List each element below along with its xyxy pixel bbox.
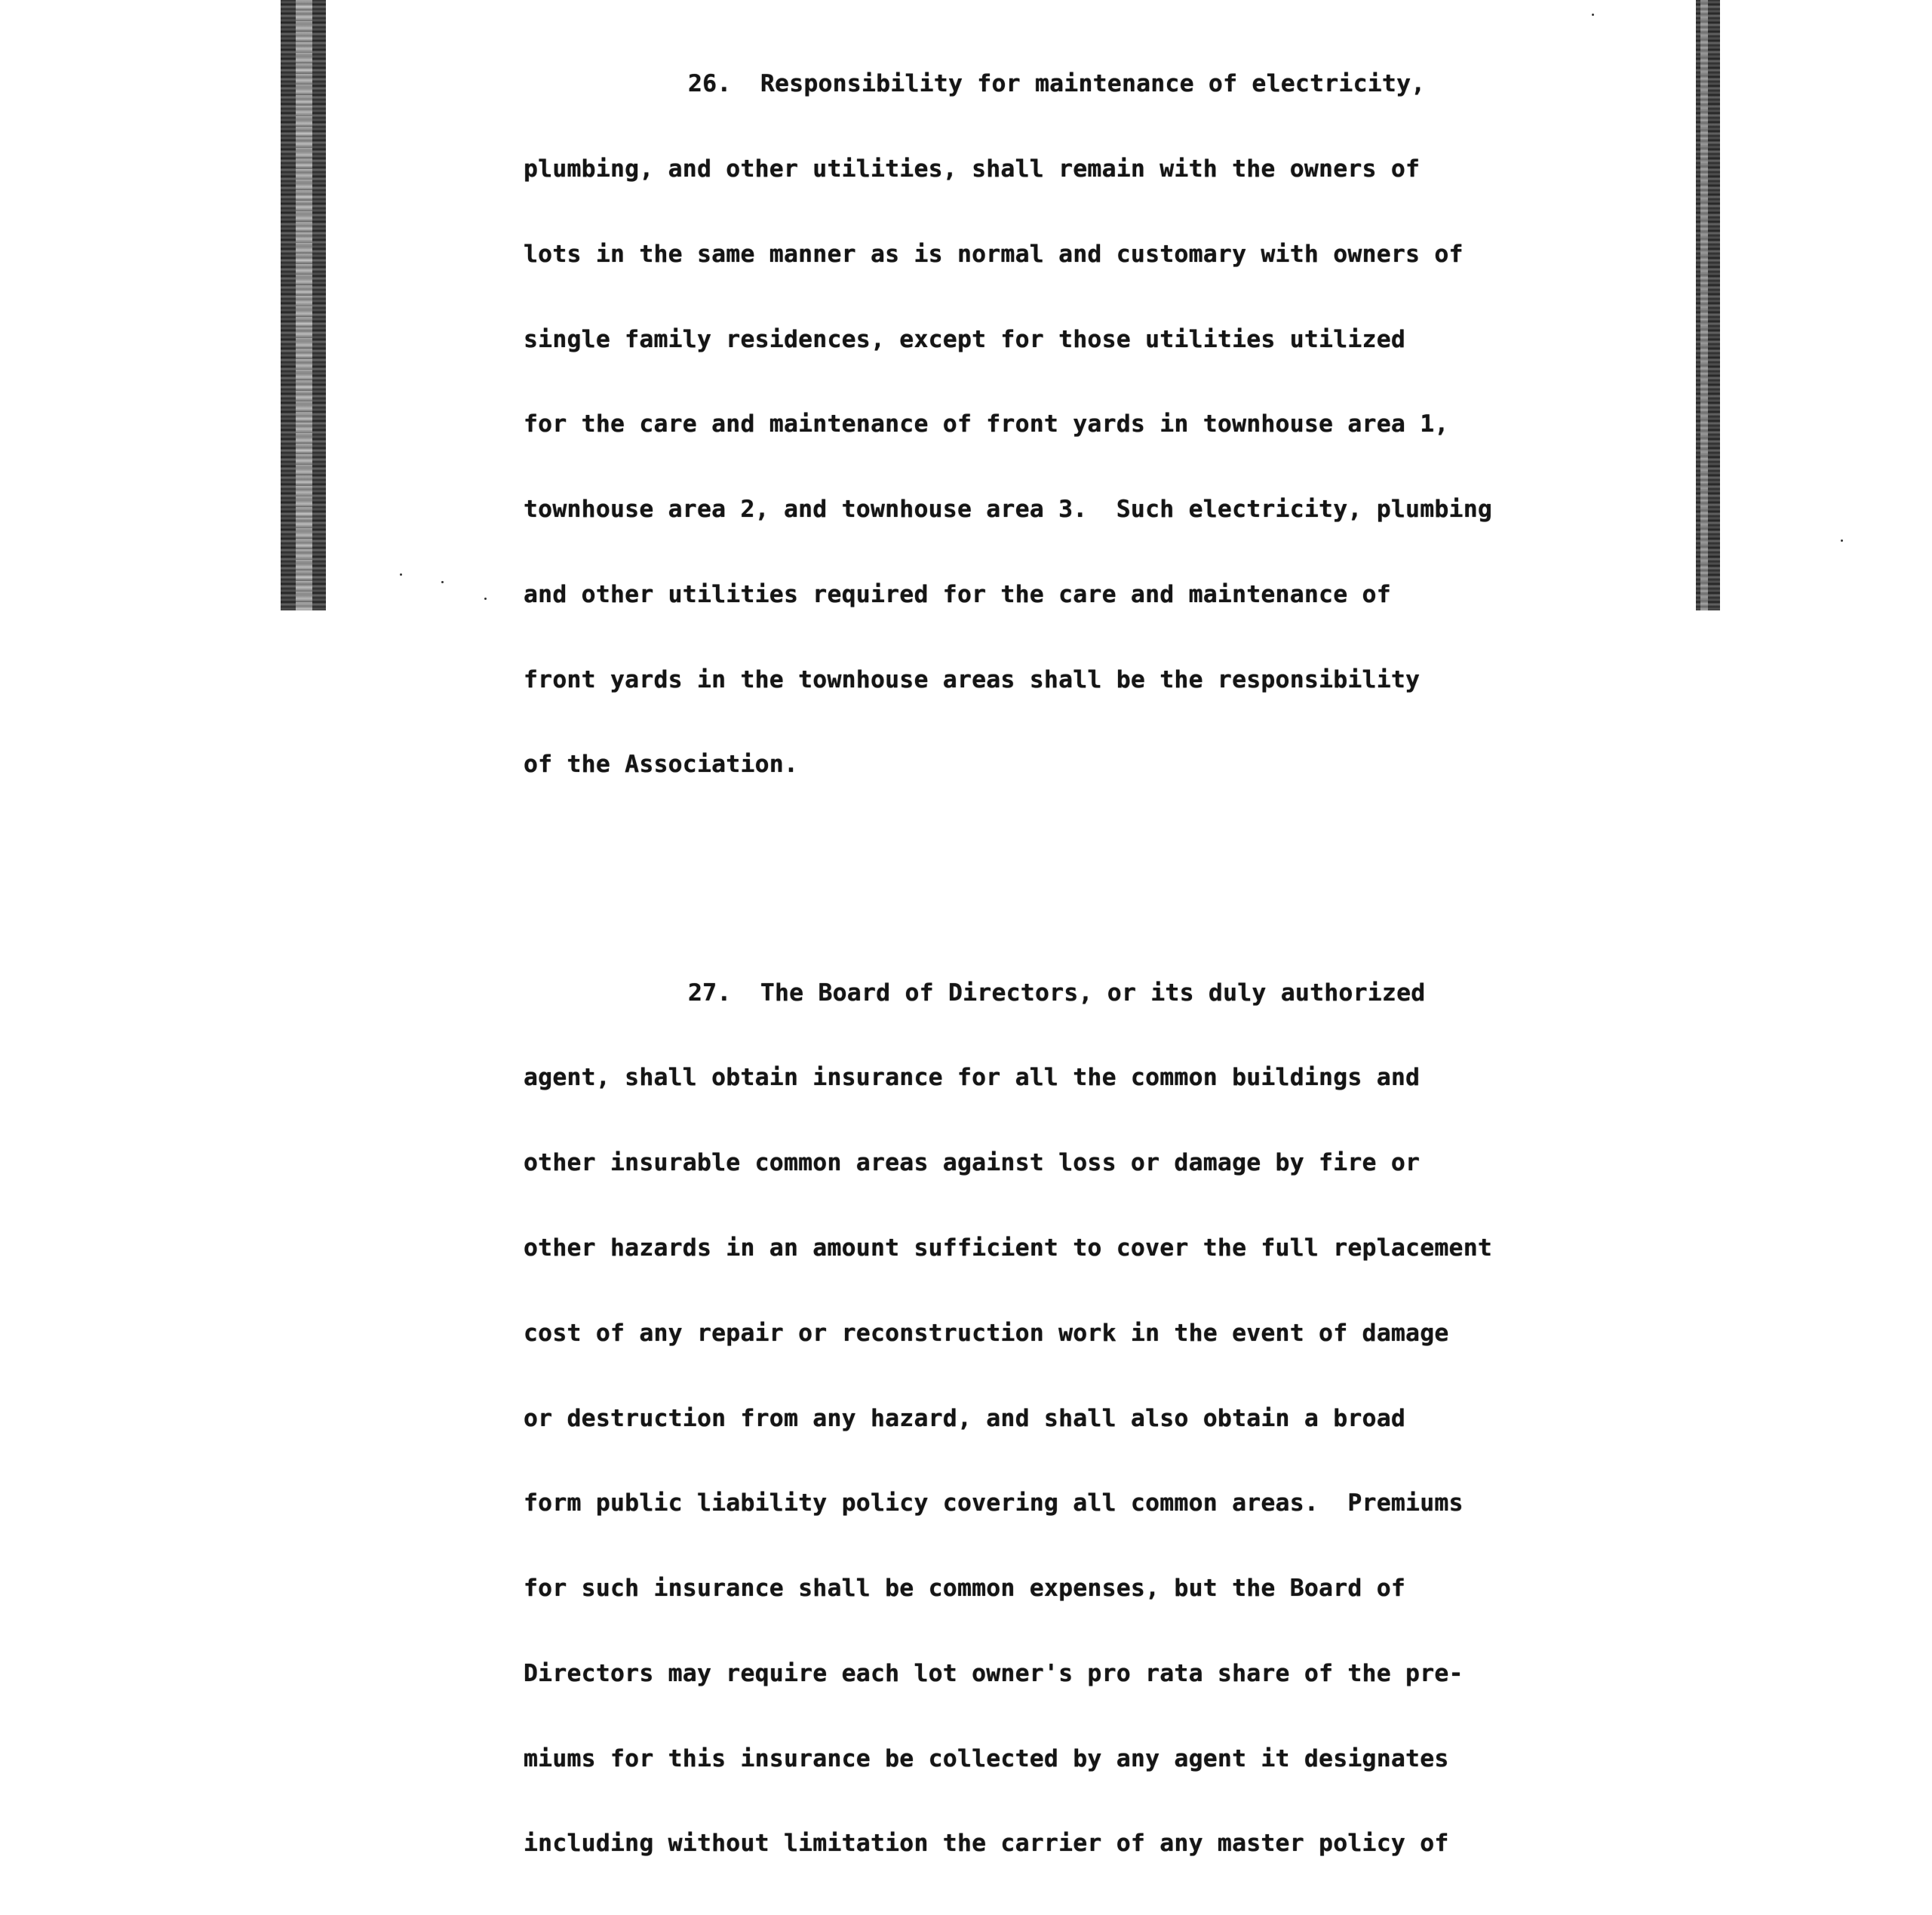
right-scan-edge bbox=[1696, 0, 1720, 610]
scan-speckle bbox=[441, 581, 444, 583]
paragraph-27-line: for such insurance shall be common expenses, but the Board of bbox=[524, 1575, 1406, 1603]
left-scan-edge-highlight bbox=[296, 0, 312, 610]
scan-speckle bbox=[1841, 539, 1843, 542]
paragraph-26-line: lots in the same manner as is normal and customary with owners of bbox=[524, 240, 1464, 268]
paragraph-26-line: of the Association. bbox=[524, 751, 799, 779]
paragraph-27-line: other insurable common areas against loss or damage by fire or bbox=[524, 1149, 1421, 1177]
paragraph-27-line: form public liability policy covering all common areas. Premiums bbox=[524, 1489, 1464, 1517]
paragraph-26-line: for the care and maintenance of front yards in townhouse area 1, bbox=[524, 410, 1449, 438]
document-body bbox=[524, 14, 1655, 1915]
paragraph-27-line: other hazards in an amount sufficient to cover the full replacement bbox=[524, 1234, 1493, 1262]
right-scan-edge-highlight bbox=[1700, 0, 1708, 610]
scan-speckle bbox=[484, 598, 487, 600]
paragraph-26-line: front yards in the townhouse areas shall be the responsibility bbox=[524, 665, 1421, 693]
paragraph-26-line: plumbing, and other utilities, shall remain with the owners of bbox=[524, 155, 1421, 183]
paragraph-27-line: cost of any repair or reconstruction work in the event of damage bbox=[524, 1319, 1449, 1347]
paragraph-27-line: miums for this insurance be collected by any agent it designates bbox=[524, 1744, 1449, 1772]
paragraph-26-line: townhouse area 2, and townhouse area 3. Such electricity, plumbing bbox=[524, 496, 1493, 524]
paragraph-gap bbox=[524, 865, 1655, 894]
paragraph-26-line: 26. Responsibility for maintenance of electricity, bbox=[688, 70, 1426, 98]
paragraph-27-line: Directors may require each lot owner's pro rata share of the pre- bbox=[524, 1659, 1464, 1687]
paragraph-27-line: including without limitation the carrier of any master policy of bbox=[524, 1830, 1449, 1858]
scan-speckle bbox=[400, 573, 402, 576]
paragraph-27-line: 27. The Board of Directors, or its duly authorized bbox=[688, 979, 1426, 1007]
paragraph-27-line: agent, shall obtain insurance for all the common buildings and bbox=[524, 1064, 1421, 1092]
paragraph-27-line: or destruction from any hazard, and shall also obtain a broad bbox=[524, 1404, 1406, 1432]
paragraph-26-line: and other utilities required for the care and maintenance of bbox=[524, 580, 1391, 608]
paragraph-26-line: single family residences, except for those utilities utilized bbox=[524, 325, 1406, 353]
